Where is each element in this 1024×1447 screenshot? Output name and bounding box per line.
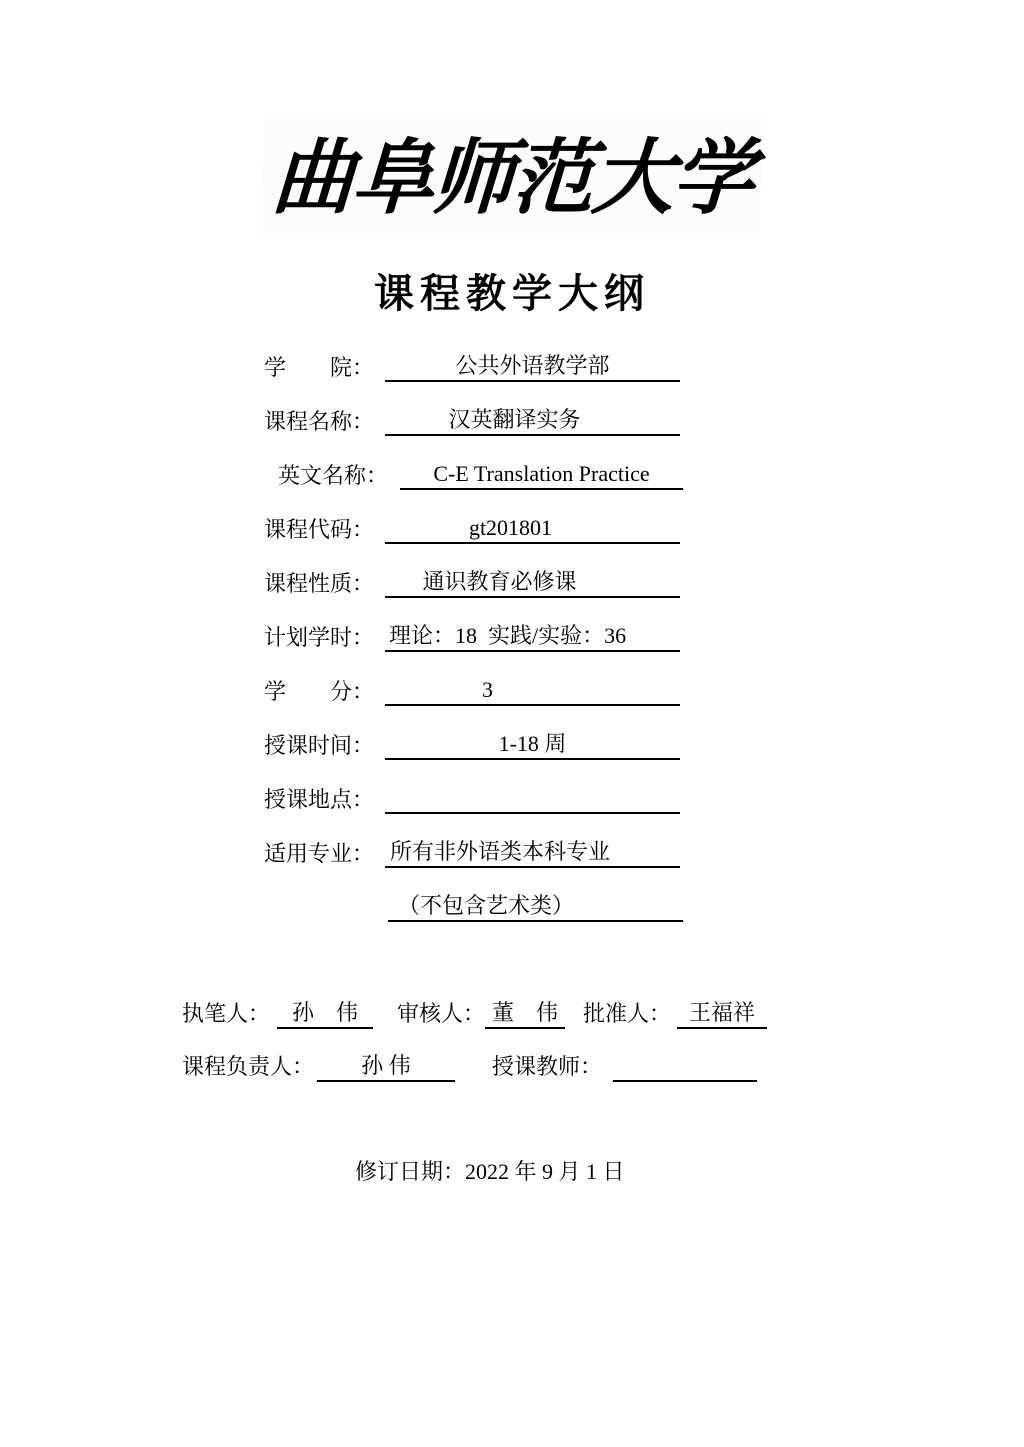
field-label-english-name: 英文名称： xyxy=(278,463,389,488)
field-label-course-code: 课程代码： xyxy=(264,517,375,542)
field-row-english-name xyxy=(0,436,1024,490)
field-label-course-type: 课程性质： xyxy=(264,571,375,596)
field-underline-college xyxy=(385,352,680,382)
course-leader-underline xyxy=(317,1052,455,1082)
field-value-english-name: C-E Translation Practice xyxy=(433,461,650,486)
field-row-applicable-majors xyxy=(0,814,1024,868)
field-underline-teaching-location xyxy=(385,784,680,814)
field-row-course-code xyxy=(0,490,1024,544)
approver-label: 批准人： xyxy=(583,1001,672,1026)
field-label-college: 学 院： xyxy=(264,355,375,380)
writer-underline xyxy=(277,999,373,1029)
course-leader-label: 课程负责人： xyxy=(182,1054,315,1079)
signature-row-1 xyxy=(0,999,1024,1029)
approver-name: 王福祥 xyxy=(688,1000,755,1025)
field-value-teaching-time: 1-18 周 xyxy=(498,731,567,756)
field-row-course-type xyxy=(0,544,1024,598)
approver-underline xyxy=(677,999,767,1029)
field-row-applicable-majors-cont xyxy=(0,868,1024,922)
field-underline-english-name xyxy=(400,460,683,490)
field-row-planned-hours xyxy=(0,598,1024,652)
instructor-underline xyxy=(613,1052,757,1082)
field-value-credits: 3 xyxy=(482,677,493,702)
reviewer-underline xyxy=(485,999,565,1029)
field-row-teaching-time xyxy=(0,706,1024,760)
university-logo-calligraphy: 曲阜师范大学 xyxy=(259,118,765,238)
field-label-course-name: 课程名称： xyxy=(264,409,375,434)
field-label-applicable-majors: 适用专业： xyxy=(264,841,375,866)
field-underline-course-type xyxy=(385,568,680,598)
field-row-course-name xyxy=(0,382,1024,436)
field-label-credits: 学 分： xyxy=(264,679,375,704)
course-info-form xyxy=(0,328,1024,922)
field-row-credits xyxy=(0,652,1024,706)
course-leader-name: 孙 伟 xyxy=(361,1053,411,1078)
reviewer-name: 董 伟 xyxy=(491,1000,558,1025)
field-value-applicable-majors: 所有非外语类本科专业 xyxy=(390,839,611,864)
writer-name: 孙 伟 xyxy=(291,1000,358,1025)
field-label-planned-hours: 计划学时： xyxy=(264,625,375,650)
field-value-planned-hours: 理论：18 实践/实验：36 xyxy=(389,623,627,648)
writer-label: 执笔人： xyxy=(182,1001,271,1026)
field-underline-applicable-majors-cont xyxy=(388,892,683,922)
field-row-teaching-location xyxy=(0,760,1024,814)
field-label-teaching-location: 授课地点： xyxy=(264,787,375,812)
field-underline-course-code xyxy=(385,514,680,544)
revision-date: 修订日期：2022 年 9 月 1 日 xyxy=(355,1159,625,1184)
field-value-college: 公共外语教学部 xyxy=(455,353,610,378)
field-label-teaching-time: 授课时间： xyxy=(264,733,375,758)
field-underline-applicable-majors xyxy=(385,838,680,868)
field-value-course-name: 汉英翻译实务 xyxy=(448,407,581,432)
reviewer-label: 审核人： xyxy=(397,1001,486,1026)
field-underline-course-name xyxy=(385,406,680,436)
document-title: 课程教学大纲 xyxy=(374,272,650,316)
field-value-course-type: 通识教育必修课 xyxy=(422,569,577,594)
signature-row-2 xyxy=(0,1052,1024,1082)
field-value-course-code: gt201801 xyxy=(468,515,553,540)
field-row-college xyxy=(0,328,1024,382)
instructor-label: 授课教师： xyxy=(492,1054,603,1079)
field-underline-credits xyxy=(385,676,680,706)
field-underline-planned-hours xyxy=(385,622,680,652)
field-underline-teaching-time xyxy=(385,730,680,760)
field-value-applicable-majors-cont: （不包含艺术类） xyxy=(398,893,575,918)
